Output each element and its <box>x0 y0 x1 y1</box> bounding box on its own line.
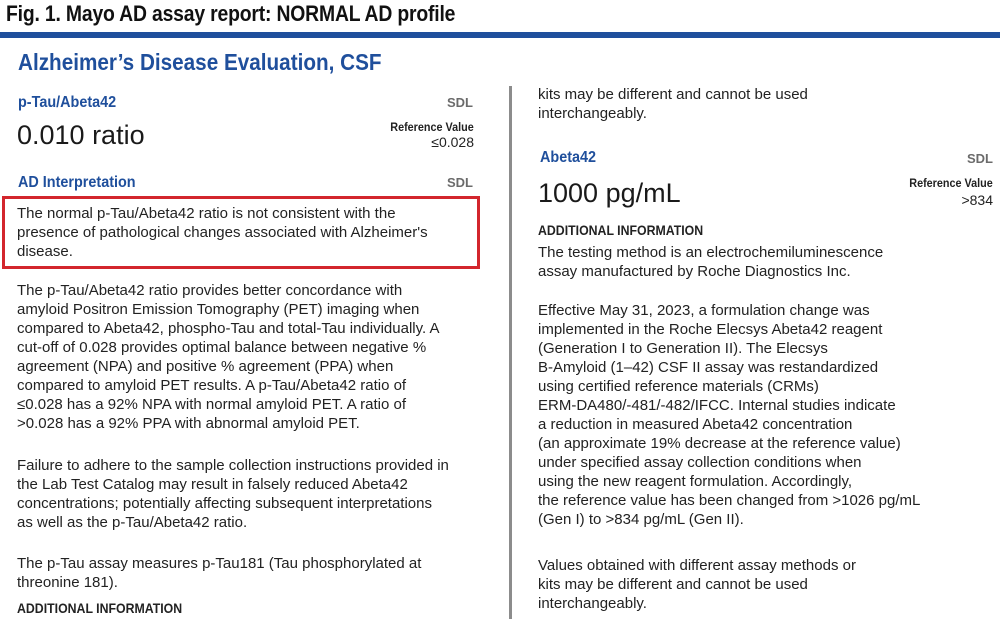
paragraph-line: (Gen I) to >834 pg/mL (Gen II). <box>538 511 744 528</box>
paragraph-line: Failure to adhere to the sample collection instructions provided in <box>17 457 449 474</box>
header-rule <box>0 32 1000 38</box>
interpretation-line: The normal p-Tau/Abeta42 ratio is not consistent with the <box>17 205 396 222</box>
paragraph-line: compared to Abeta42, phospho-Tau and total-Tau individually. A <box>17 320 440 337</box>
ptau-assay-paragraph <box>17 554 421 592</box>
paragraph-line: The testing method is an electrochemiluminescence <box>538 244 884 261</box>
report-title: Alzheimer’s Disease Evaluation, CSF <box>18 49 382 75</box>
abeta42-value: 1000 pg/mL <box>538 178 681 208</box>
paragraph-line: cut-off of 0.028 provides optimal balance between negative % <box>17 339 427 356</box>
testing-method-paragraph <box>538 243 883 281</box>
paragraph-line: >0.028 has a 92% PPA with abnormal amyloid PET. <box>17 415 360 432</box>
interpretation-text <box>17 204 428 261</box>
paragraph-line: the Lab Test Catalog may result in falsely reduced Abeta42 <box>17 476 408 493</box>
paragraph-line: assay manufactured by Roche Diagnostics Inc. <box>538 263 851 280</box>
left-additional-info-heading: ADDITIONAL INFORMATION <box>17 600 183 616</box>
paragraph-line: Effective May 31, 2023, a formulation change was <box>538 302 870 319</box>
collection-warning-paragraph <box>17 456 449 532</box>
paragraph-line: using certified reference materials (CRMs) <box>538 378 819 395</box>
values-obtained-paragraph <box>538 556 856 613</box>
paragraph-line: kits may be different and cannot be used <box>538 576 808 593</box>
paragraph-line: interchangeably. <box>538 105 647 122</box>
ptau-ratio-label: p-Tau/Abeta42 <box>18 94 117 111</box>
paragraph-line: ≤0.028 has a 92% NPA with normal amyloid PET. A ratio of <box>17 396 406 413</box>
abeta42-reference-value: >834 <box>961 192 993 208</box>
paragraph-line: The p-Tau/Abeta42 ratio provides better concordance with <box>17 282 403 299</box>
paragraph-line: a reduction in measured Abeta42 concentration <box>538 416 853 433</box>
ptau-reference-value: ≤0.028 <box>431 134 474 150</box>
paragraph-line: ERM-DA480/-481/-482/IFCC. Internal studies indicate <box>538 397 896 414</box>
ptau-ratio-value: 0.010 ratio <box>17 120 145 150</box>
paragraph-line: B-Amyloid (1–42) CSF II assay was restandardized <box>538 359 879 376</box>
formulation-change-paragraph <box>538 301 920 529</box>
paragraph-line: (an approximate 19% decrease at the reference value) <box>538 435 901 452</box>
paragraph-line: the reference value has been changed from >1026 pg/mL <box>538 492 921 509</box>
paragraph-line: interchangeably. <box>538 595 647 612</box>
paragraph-line: using the new reagent formulation. Accordingly, <box>538 473 853 490</box>
paragraph-line: The p-Tau assay measures p-Tau181 (Tau phosphorylated at <box>17 555 422 572</box>
paragraph-line: Values obtained with different assay methods or <box>538 557 856 574</box>
column-divider <box>509 86 512 619</box>
figure-title: Fig. 1. Mayo AD assay report: NORMAL AD profile <box>6 1 456 26</box>
paragraph-line: compared to amyloid PET results. A p-Tau/Abeta42 ratio of <box>17 377 407 394</box>
paragraph-line: concentrations; potentially affecting subsequent interpretations <box>17 495 432 512</box>
ad-interpretation-label: AD Interpretation <box>18 174 136 191</box>
paragraph-line: as well as the p-Tau/Abeta42 ratio. <box>17 514 248 531</box>
paragraph-line: implemented in the Roche Elecsys Abeta42 reagent <box>538 321 883 338</box>
paragraph-line: agreement (NPA) and positive % agreement (PPA) when <box>17 358 394 375</box>
paragraph-line: threonine 181). <box>17 574 118 591</box>
right-additional-info-heading: ADDITIONAL INFORMATION <box>538 222 704 238</box>
abeta42-reference-label: Reference Value <box>909 176 993 190</box>
interpretation-sdl: SDL <box>447 175 473 190</box>
abeta42-label: Abeta42 <box>540 149 597 166</box>
interpretation-line: presence of pathological changes associated with Alzheimer's <box>17 224 428 241</box>
paragraph-line: (Generation I to Generation II). The Elecsys <box>538 340 828 357</box>
interpretation-line: disease. <box>17 243 73 260</box>
paragraph-line: kits may be different and cannot be used <box>538 86 808 103</box>
ratio-description-paragraph <box>17 281 440 433</box>
ptau-reference-label: Reference Value <box>390 120 474 134</box>
paragraph-line: amyloid Positron Emission Tomography (PET) imaging when <box>17 301 420 318</box>
right-continued-text <box>538 85 808 123</box>
ptau-sdl: SDL <box>447 95 473 110</box>
abeta42-sdl: SDL <box>967 151 993 166</box>
paragraph-line: under specified assay collection conditions when <box>538 454 862 471</box>
